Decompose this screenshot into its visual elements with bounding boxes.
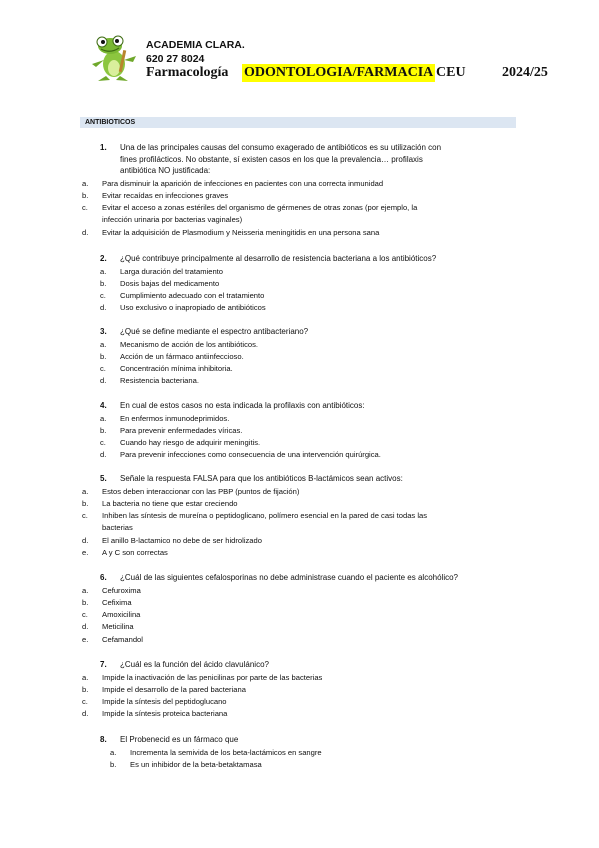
option-text: Amoxicilina (102, 610, 141, 620)
option-letter: d. (82, 622, 89, 632)
option-letter: c. (82, 511, 88, 521)
option-text: Impide la inactivación de las penicilinas por parte de las bacterias (102, 672, 323, 682)
option-text: Impide la síntesis proteica bacteriana (102, 709, 228, 719)
question-7 (100, 659, 520, 671)
option-text: Evitar la adquisición de Plasmodium y Neisseria meningitidis en una persona sana (102, 227, 380, 237)
option-letter: b. (110, 759, 117, 769)
option-letter: d. (82, 227, 89, 237)
phone-number: 620 27 8024 (146, 53, 205, 65)
option-letter: a. (100, 413, 107, 423)
question-text: ¿Cuál de las siguientes cefalosporinas no debe administrase cuando el paciente es alcohólico? (120, 573, 458, 582)
option-text: infección urinaria por bacterias vaginales) (102, 215, 243, 225)
option-text: Incrementa la semivida de los beta-lactámicos en sangre (130, 747, 322, 757)
question-5 (100, 473, 520, 485)
question-text: Una de las principales causas del consumo exagerado de antibióticos es su utilización con (120, 143, 442, 152)
option-letter: d. (100, 303, 107, 313)
option-letter: b. (100, 425, 107, 435)
university-name: CEU (436, 65, 466, 80)
option-letter: e. (82, 548, 89, 557)
option-text: A y C son correctas (102, 548, 168, 557)
option-letter: c. (82, 697, 88, 707)
option-text: bacterias (102, 523, 133, 533)
option-text: Cuando hay riesgo de adquirir meningitis. (120, 438, 261, 448)
option-text: Para disminuir la aparición de infecciones en pacientes con una correcta inmunidad (102, 178, 384, 188)
question-text: El Probenecid es un fármaco que (120, 735, 239, 744)
question-3 (100, 326, 520, 338)
question-4 (100, 400, 520, 412)
option-text: Dosis bajas del medicamento (120, 278, 220, 288)
degree-highlight: ODONTOLOGIA/FARMACIA (244, 65, 434, 80)
question-text: En cual de estos casos no esta indicada la profilaxis con antibióticos: (120, 401, 365, 410)
option-letter: b. (82, 597, 89, 607)
question-number: 8. (100, 735, 107, 744)
option-letter: b. (82, 190, 89, 200)
question-text: fines profilácticos. No obstante, sí existen casos en los que la prevalencia… profilaxis (120, 154, 423, 164)
option-text: En enfermos inmunodeprimidos. (120, 413, 230, 423)
option-text: Para prevenir infecciones como consecuencia de una intervención quirúrgica. (120, 450, 381, 460)
document-title (146, 64, 566, 82)
option-letter: d. (82, 709, 89, 719)
subject-name: Farmacología (146, 65, 229, 80)
option-letter: c. (100, 364, 106, 374)
option-letter: a. (82, 585, 89, 595)
academic-year: 2024/25 (502, 65, 548, 80)
option-text: El anillo B-lactamico no debe de ser hidrolizado (102, 535, 262, 545)
question-2 (100, 253, 520, 265)
option-text: Mecanismo de acción de los antibióticos. (120, 339, 259, 349)
option-letter: c. (100, 438, 106, 448)
option-text: Meticilina (102, 622, 134, 632)
option-text: Resistencia bacteriana. (120, 376, 199, 386)
school-name: ACADEMIA CLARA. (146, 39, 245, 51)
option-text: Larga duración del tratamiento (120, 266, 224, 276)
option-letter: e. (82, 634, 89, 644)
option-letter: b. (82, 684, 89, 694)
question-text: Señale la respuesta FALSA para que los antibióticos B-lactámicos sean activos: (120, 474, 403, 483)
question-text: antibiótica NO justificada: (120, 166, 211, 175)
option-text: Impide la síntesis del peptidoglucano (102, 697, 227, 707)
question-text: ¿Qué contribuye principalmente al desarrollo de resistencia bacteriana a los antibióticos? (120, 254, 437, 263)
option-text: Es un inhibidor de la beta-betaktamasa (130, 759, 262, 769)
option-text: Impide el desarrollo de la pared bacteriana (102, 684, 246, 694)
option-text: Cefamandol (102, 634, 143, 644)
question-8 (100, 734, 520, 746)
question-1 (100, 142, 520, 177)
question-number: 1. (100, 143, 107, 152)
option-text: Cefixima (102, 597, 132, 607)
option-letter: a. (110, 747, 117, 757)
option-letter: c. (100, 291, 106, 301)
question-number: 3. (100, 327, 107, 336)
option-text: Uso exclusivo o inapropiado de antibióticos (120, 303, 266, 313)
question-number: 7. (100, 660, 107, 669)
option-text: Cefuroxima (102, 585, 141, 595)
option-letter: c. (82, 610, 88, 620)
option-letter: d. (82, 535, 89, 545)
question-text: ¿Cuál es la función del ácido clavulánico? (120, 660, 269, 669)
question-number: 2. (100, 254, 107, 263)
option-letter: d. (100, 376, 107, 386)
option-letter: c. (82, 203, 88, 213)
option-text: Evitar el acceso a zonas estériles del organismo de gérmenes de otras zonas (por ejemplo, la (102, 203, 418, 213)
question-number: 4. (100, 401, 107, 410)
option-letter: b. (82, 498, 89, 508)
option-letter: a. (82, 486, 89, 496)
section-heading: ANTIBIOTICOS (80, 117, 516, 128)
question-number: 6. (100, 573, 107, 582)
option-text: Cumplimiento adecuado con el tratamiento (120, 291, 265, 301)
option-text: Acción de un fármaco antiinfeccioso. (120, 351, 244, 361)
option-text: Concentración mínima inhibitoria. (120, 364, 233, 374)
option-letter: b. (100, 278, 107, 288)
option-letter: a. (82, 178, 89, 188)
option-letter: d. (100, 450, 107, 460)
option-letter: a. (82, 672, 89, 682)
option-text: Evitar recaídas en infecciones graves (102, 190, 229, 200)
option-letter: a. (100, 266, 107, 276)
option-text: Inhiben las síntesis de mureína o peptidoglicano, polímero esencial en la pared de casi todas las (102, 511, 428, 521)
question-6 (100, 572, 520, 584)
question-text: ¿Qué se define mediante el espectro antibacteriano? (120, 327, 309, 336)
option-text: Estos deben interaccionar con las PBP (puntos de fijación) (102, 486, 300, 496)
frog-logo-icon (88, 34, 138, 82)
question-number: 5. (100, 474, 107, 483)
option-text: La bacteria no tiene que estar creciendo (102, 498, 238, 508)
option-text: Para prevenir enfermedades víricas. (120, 425, 243, 435)
option-letter: a. (100, 339, 107, 349)
option-letter: b. (100, 351, 107, 361)
